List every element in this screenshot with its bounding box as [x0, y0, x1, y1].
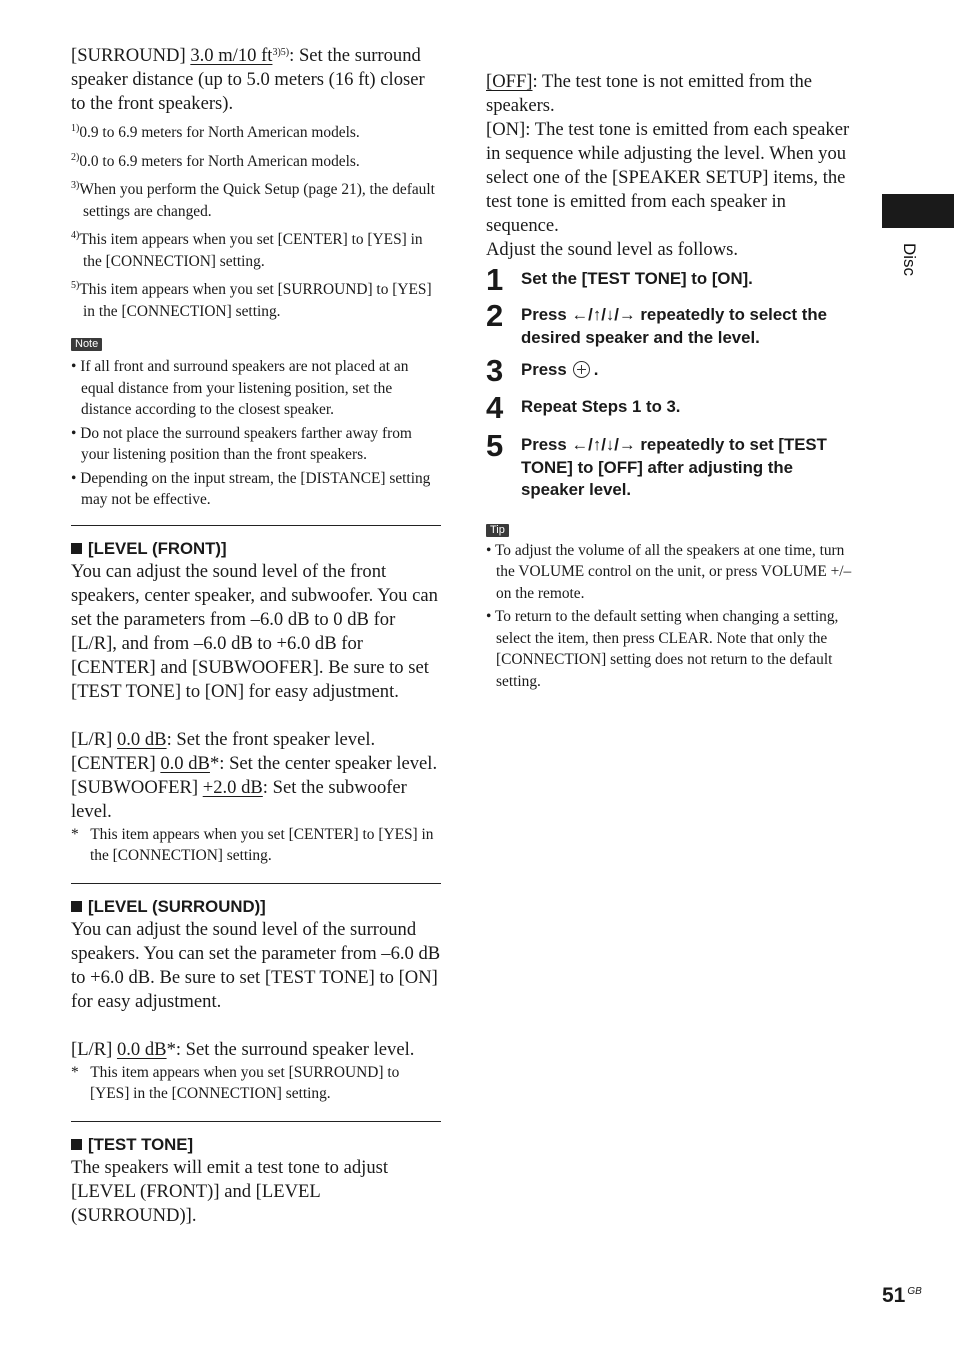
- asterisk-note: * This item appears when you set [CENTER] to [YES] in the [CONNECTION] setting.: [71, 825, 434, 864]
- left-column: [71, 44, 441, 1228]
- note-section: [71, 334, 441, 511]
- step-item: 3 Press .: [486, 353, 599, 388]
- list-item: • To return to the default setting when changing a setting, select the item, then press CLEAR. Note that only the [CONNECTION] setting does not return to the default setting.: [486, 608, 839, 690]
- step-item: 4 Repeat Steps 1 to 3.: [486, 390, 681, 425]
- footnotes: [71, 122, 441, 322]
- surround-value: 3.0 m/10 ft: [190, 45, 273, 66]
- square-bullet-icon: [71, 1139, 82, 1150]
- tip-section: [486, 520, 856, 693]
- section-body: You can adjust the sound level of the surround speakers. You can set the parameter from –6.0 dB to +6.0 dB. Be sure to set [TEST TONE] to [ON] for easy adjustment.: [71, 918, 441, 1012]
- step-item: 2 Press ←/↑/↓/→ repeatedly to select the desired speaker and the level.: [486, 298, 827, 347]
- asterisk-note: * This item appears when you set [SURROUND] to [YES] in the [CONNECTION] setting.: [71, 1063, 400, 1102]
- footnote: $^{4)}$This item appears when you set [CENTER] to [YES] in the [CONNECTION] setting.: [71, 230, 423, 270]
- level-surround-section: [71, 896, 441, 1105]
- divider: [71, 525, 441, 526]
- setting-line: [L/R] 0.0 dB*: Set the surround speaker level.: [71, 1038, 415, 1060]
- section-heading: [LEVEL (SURROUND)]: [71, 896, 441, 918]
- section-body: You can adjust the sound level of the front speakers, center speaker, and subwoofer. You can set the parameters from –6.0 dB to 0 dB for [L/R], and from –6.0 dB to +6.0 dB for [CENTER] and [SUBWOOFER]. Be sure to set [TEST TONE] to [ON] for easy adjustment.: [71, 560, 438, 702]
- section-heading: [LEVEL (FRONT)]: [71, 538, 441, 560]
- step-item: 5 Press ←/↑/↓/→ repeatedly to set [TEST TONE] to [OFF] after adjusting the speaker level.: [486, 428, 827, 499]
- square-bullet-icon: [71, 901, 82, 912]
- setting-line: [SUBWOOFER] +2.0 dB: Set the subwoofer level.: [71, 776, 407, 822]
- on-option: [ON]: The test tone is emitted from each speaker in sequence while adjusting the level. When you select one of the [SPEAKER SETUP] items, the test tone is emitted from each speaker in sequence.: [486, 119, 850, 236]
- test-tone-section: [71, 1134, 441, 1228]
- note-list: [71, 356, 441, 511]
- step-item: 1 Set the [TEST TONE] to [ON].: [486, 262, 753, 297]
- divider: [71, 883, 441, 884]
- list-item: • Depending on the input stream, the [DISTANCE] setting may not be effective.: [71, 469, 431, 508]
- enter-button-icon: [573, 361, 590, 378]
- setting-line: [L/R] 0.0 dB: Set the front speaker level.: [71, 728, 376, 750]
- section-body: The speakers will emit a test tone to adjust [LEVEL (FRONT)] and [LEVEL (SURROUND)].: [71, 1156, 389, 1226]
- footnote: $^{3)}$When you perform the Quick Setup (page 21), the default settings are changed.: [71, 180, 435, 220]
- section-heading: [TEST TONE]: [71, 1134, 441, 1156]
- level-front-section: [71, 538, 441, 867]
- steps: [486, 262, 856, 502]
- adjust-text: Adjust the sound level as follows.: [486, 239, 739, 260]
- list-item: • Do not place the surround speakers farther away from your listening position than the front speakers.: [71, 424, 412, 463]
- list-item: • To adjust the volume of all the speakers at one time, turn the VOLUME control on the unit, or press VOLUME +/– on the remote.: [486, 541, 852, 602]
- square-bullet-icon: [71, 543, 82, 554]
- tip-badge: Tip: [486, 524, 509, 537]
- page-number: 51 $^{GB}$: [882, 1284, 922, 1307]
- surround-setting: [SURROUND] 3.0 m/10 $ft^{3)5)}$: Set the surround speaker distance (up to 5.0 meters (16 ft) closer to the front speakers).: [71, 45, 425, 114]
- off-option: [OFF]: The test tone is not emitted from the speakers.: [486, 71, 813, 116]
- footnote: $^{5)}$This item appears when you set [SURROUND] to [YES] in the [CONNECTION] setting.: [71, 280, 432, 320]
- list-item: • If all front and surround speakers are not placed at an equal distance from your listening position, set the distance according to the closest speaker.: [71, 358, 409, 418]
- footnote: $^{2)}$0.0 to 6.9 meters for North American models.: [71, 151, 360, 170]
- tip-list: [486, 540, 856, 693]
- note-badge: Note: [71, 338, 102, 351]
- setting-line: [CENTER] 0.0 dB*: Set the center speaker level.: [71, 752, 438, 774]
- footnote: $^{1)}$0.9 to 6.9 meters for North American models.: [71, 123, 360, 141]
- chapter-label: Disc: [900, 243, 919, 277]
- chapter-tab: [882, 194, 954, 228]
- divider: [71, 1121, 441, 1122]
- right-column: [486, 70, 856, 694]
